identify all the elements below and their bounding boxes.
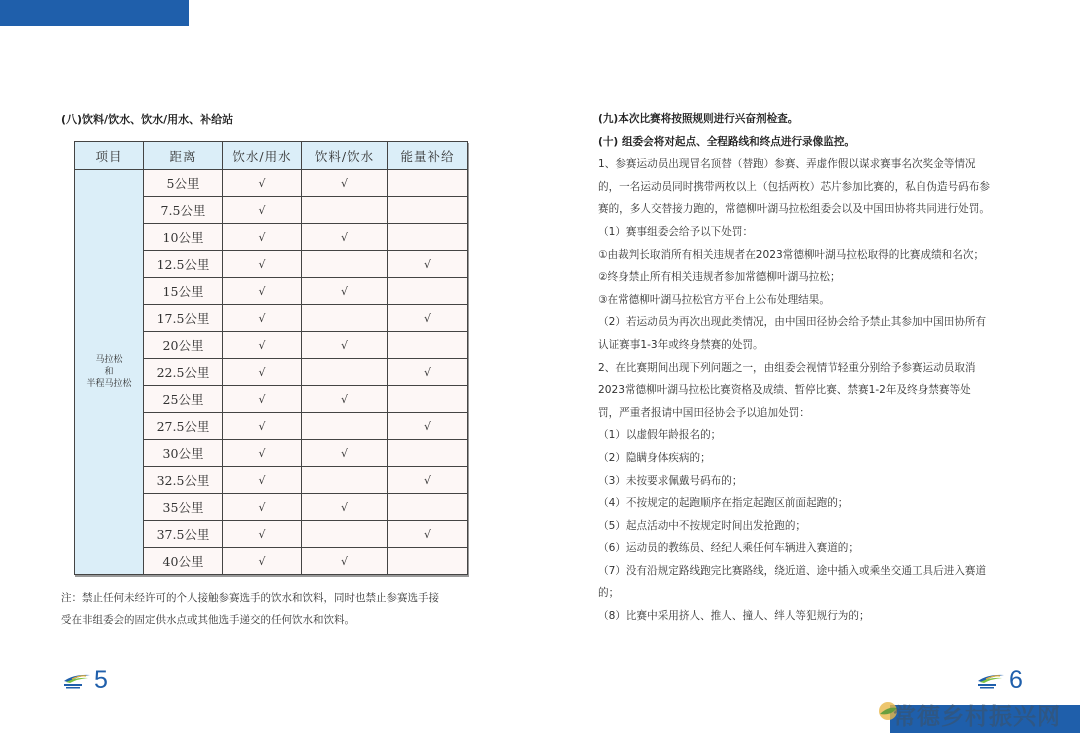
water-cell: √ (223, 494, 302, 521)
rule-line: ①由裁判长取消所有相关违规者在2023常德柳叶湖马拉松取得的比赛成绩和名次； (598, 248, 985, 261)
page-number-right: 6 (1009, 666, 1023, 694)
water-cell: √ (223, 197, 302, 224)
energy-cell (388, 386, 468, 413)
distance-cell: 17.5公里 (144, 305, 223, 332)
drink-cell (302, 413, 388, 440)
drink-cell: √ (302, 548, 388, 575)
drink-cell: √ (302, 332, 388, 359)
header-drink: 饮料/饮水 (302, 142, 388, 170)
rule-line: ③在常德柳叶湖马拉松官方平台上公布处理结果。 (598, 293, 830, 306)
energy-cell (388, 332, 468, 359)
rule-line: （2）隐瞒身体疾病的； (598, 451, 711, 464)
water-cell: √ (223, 332, 302, 359)
energy-cell: √ (388, 359, 468, 386)
energy-cell (388, 170, 468, 197)
drink-cell (302, 305, 388, 332)
energy-cell: √ (388, 413, 468, 440)
rule-line: （7）没有沿规定路线跑完比赛路线，绕近道、途中插入或乘坐交通工具后进入赛道 (598, 564, 987, 577)
supply-station-table (74, 141, 468, 575)
top-decor-bar (0, 0, 189, 26)
rule-line: ②终身禁止所有相关违规者参加常德柳叶湖马拉松； (598, 271, 841, 284)
energy-cell: √ (388, 251, 468, 278)
water-cell: √ (223, 467, 302, 494)
rule-line: （5）起点活动中不按规定时间出发抢跑的； (598, 519, 807, 532)
water-cell: √ (223, 224, 302, 251)
rule-line: （3）未按要求佩戴号码布的； (598, 474, 743, 487)
drink-cell (302, 197, 388, 224)
note-text (61, 587, 491, 631)
water-cell: √ (223, 170, 302, 197)
drink-cell (302, 359, 388, 386)
energy-cell: √ (388, 467, 468, 494)
drink-cell: √ (302, 224, 388, 251)
rule-heading: (九)本次比赛将按照规则进行兴奋剂检查。 (598, 113, 799, 125)
distance-cell: 40公里 (144, 548, 223, 575)
watermark-text: 常德乡村振兴网 (893, 704, 1061, 730)
drink-cell: √ (302, 494, 388, 521)
distance-cell: 27.5公里 (144, 413, 223, 440)
water-cell: √ (223, 278, 302, 305)
distance-cell: 35公里 (144, 494, 223, 521)
rule-line: 罚，严重者报请中国田径协会予以追加处罚： (598, 406, 810, 419)
drink-cell: √ (302, 278, 388, 305)
rule-line: （4）不按规定的起跑顺序在指定起跑区前面起跑的； (598, 497, 849, 510)
drink-cell (302, 251, 388, 278)
rule-line: （6）运动员的教练员、经纪人乘任何车辆进入赛道的； (598, 542, 859, 555)
category-line: 马拉松 (95, 355, 123, 365)
drink-cell (302, 521, 388, 548)
marathon-logo-icon (62, 672, 92, 690)
distance-cell: 25公里 (144, 386, 223, 413)
water-cell: √ (223, 251, 302, 278)
marathon-logo-icon (976, 672, 1006, 690)
category-cell (75, 170, 144, 575)
drink-cell: √ (302, 170, 388, 197)
water-cell: √ (223, 359, 302, 386)
energy-cell (388, 197, 468, 224)
category-line: 半程马拉松 (86, 379, 132, 389)
header-energy: 能量补给 (388, 142, 468, 170)
note-line: 受在非组委会的固定供水点或其他选手递交的任何饮水和饮料。 (61, 614, 355, 626)
water-cell: √ (223, 440, 302, 467)
header-distance: 距离 (144, 142, 223, 170)
rule-line: 2、在比赛期间出现下列问题之一，由组委会视情节轻重分别给予参赛运动员取消 (598, 361, 976, 374)
rule-line: 的； (598, 587, 620, 600)
distance-cell: 37.5公里 (144, 521, 223, 548)
page-number-left: 5 (94, 666, 108, 694)
category-line: 和 (104, 367, 114, 377)
energy-cell (388, 440, 468, 467)
section-title-supply: (八)饮料/饮水、饮水/用水、补给站 (61, 113, 234, 126)
energy-cell (388, 548, 468, 575)
drink-cell: √ (302, 440, 388, 467)
rule-heading: (十) 组委会将对起点、全程路线和终点进行录像监控。 (598, 135, 856, 148)
table-row (75, 170, 468, 197)
water-cell: √ (223, 305, 302, 332)
header-item: 项目 (75, 142, 144, 170)
water-cell: √ (223, 521, 302, 548)
rules-text (598, 108, 1038, 628)
drink-cell (302, 467, 388, 494)
rule-line: 赛的，多人交替接力跑的，常德柳叶湖马拉松组委会以及中国田协将共同进行处罚。 (598, 203, 990, 216)
header-water: 饮水/用水 (223, 142, 302, 170)
water-cell: √ (223, 548, 302, 575)
energy-cell (388, 224, 468, 251)
water-cell: √ (223, 386, 302, 413)
drink-cell: √ (302, 386, 388, 413)
distance-cell: 22.5公里 (144, 359, 223, 386)
rule-line: （8）比赛中采用挤人、推人、撞人、绊人等犯规行为的； (598, 610, 870, 623)
distance-cell: 10公里 (144, 224, 223, 251)
rule-line: （1）以虚假年龄报名的； (598, 429, 722, 442)
note-line: 注：禁止任何未经许可的个人接触参赛选手的饮水和饮料，同时也禁止参赛选手接 (61, 592, 439, 604)
rule-line: 2023常德柳叶湖马拉松比赛资格及成绩、暂停比赛、禁赛1-2年及终身禁赛等处 (598, 384, 971, 397)
rule-line: 1、参赛运动员出现冒名顶替（替跑）参赛、弄虚作假以谋求赛事名次奖金等情况 (598, 158, 976, 171)
water-cell: √ (223, 413, 302, 440)
energy-cell (388, 494, 468, 521)
rule-line: （2）若运动员为再次出现此类情况，由中国田径协会给予禁止其参加中国田协所有 (598, 316, 987, 329)
distance-cell: 32.5公里 (144, 467, 223, 494)
distance-cell: 5公里 (144, 170, 223, 197)
rule-line: 的，一名运动员同时携带两枚以上（包括两枚）芯片参加比赛的，私自伪造号码布参 (598, 180, 990, 193)
distance-cell: 20公里 (144, 332, 223, 359)
distance-cell: 30公里 (144, 440, 223, 467)
energy-cell: √ (388, 305, 468, 332)
table-header-row (75, 142, 468, 170)
energy-cell: √ (388, 521, 468, 548)
distance-cell: 12.5公里 (144, 251, 223, 278)
rule-line: （1）赛事组委会给予以下处罚： (598, 225, 754, 238)
rule-line: 认证赛事1-3年或终身禁赛的处罚。 (598, 338, 764, 351)
distance-cell: 7.5公里 (144, 197, 223, 224)
energy-cell (388, 278, 468, 305)
distance-cell: 15公里 (144, 278, 223, 305)
